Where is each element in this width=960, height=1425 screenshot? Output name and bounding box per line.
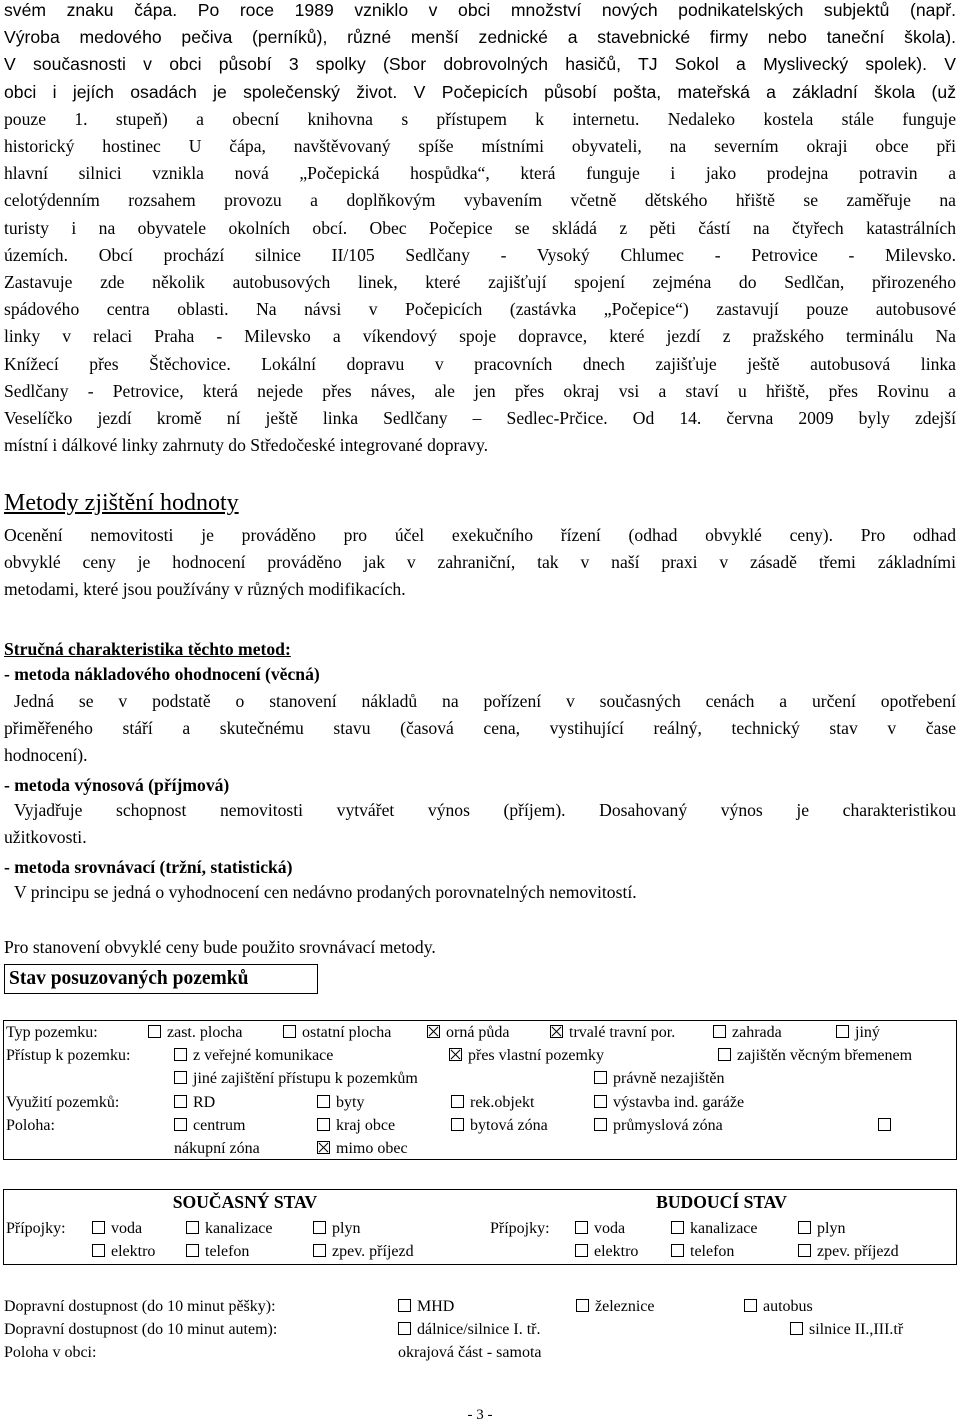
typ-option[interactable]: zast. plocha [148,1023,243,1043]
pristup-option[interactable]: jiné zajištění přístupu k pozemkům [174,1069,418,1089]
method-3-text [14,879,956,906]
pristup-option[interactable]: zajištěn věcným břemenem [718,1046,912,1066]
checkbox-icon[interactable] [798,1244,811,1257]
poloha-extra-checkbox[interactable] [878,1116,897,1136]
car-option[interactable]: silnice II.,III.tř [790,1320,903,1340]
future-option[interactable]: zpev. příjezd [798,1242,899,1262]
checkbox-icon[interactable] [790,1322,803,1335]
typ-option[interactable]: zahrada [713,1023,782,1043]
checkbox-icon[interactable] [594,1095,607,1108]
checked-checkbox-icon[interactable] [427,1025,440,1038]
future-option[interactable]: voda [575,1219,625,1239]
checkbox-icon[interactable] [398,1299,411,1312]
methods-heading: Metody zjištění hodnoty [4,490,239,516]
method-3-line: V principu se jedná o vyhodnocení cen nedávno prodaných porovnatelných nemovitostí. [14,882,637,902]
future-option[interactable]: telefon [671,1242,734,1262]
method-2-line: užitkovosti. [4,827,87,847]
intro-line: Sedlčany - Petrovice, která nejede přes náves, ale jen přes okraj vsi a staví u hřiště, přes Rovinu a [4,380,956,401]
intro-line: Zastavuje zde několik autobusových linek, které zajišťují spojení zejména do Sedlčan, přirozeného [4,272,956,293]
checkbox-icon[interactable] [186,1221,199,1234]
intro-line: historický hostinec U čápa, navštěvovaný spíše místními obyvateli, na severním okraji obce při [4,136,956,157]
future-option[interactable]: kanalizace [671,1219,758,1239]
checkbox-icon[interactable] [283,1025,296,1038]
vyuziti-option[interactable]: výstavba ind. garáže [594,1093,744,1113]
intro-line: obci i jejích osadách je společenský život. V Počepicích působí pošta, mateřská a základní škola (už [4,81,956,102]
method-1-line: hodnocení). [4,745,88,766]
pristup-option[interactable]: z veřejné komunikace [174,1046,333,1066]
car-access-label: Dopravní dostupnost (do 10 minut autem): [4,1321,278,1338]
intro-line: celotýdenním rozsahem provozu a doplňkovým vybavením včetně dětského hřiště se zaměřuje na [4,190,956,211]
intro-line: svém znaku čápa. Po roce 1989 vzniklo v obci množství nových podnikatelských subjektů (např. [4,0,956,20]
intro-line: Veselíčko jezdí kromě ní ještě linka Sedlčany – Sedlec-Prčice. Od 14. června 2009 byly zdejší [4,408,956,429]
methods-line: metodami, které jsou používány v různých modifikacích. [4,579,406,600]
page-number: - 3 - [467,1407,493,1423]
checkbox-icon[interactable] [92,1244,105,1257]
intro-line: V současnosti v obci působí 3 spolky (Sbor dobrovolných hasičů, TJ Sokol a Myslivecký spolek). V [4,54,956,75]
checkbox-icon[interactable] [186,1244,199,1257]
method-2-title: - metoda výnosová (příjmová) [4,775,230,795]
poloha-option[interactable]: bytová zóna [451,1116,548,1136]
checkbox-icon[interactable] [174,1071,187,1084]
checkbox-icon[interactable] [718,1048,731,1061]
method-2-text-cont [4,824,956,851]
typ-option[interactable]: ostatní plocha [283,1023,391,1043]
pristup-label: Přístup k pozemku: [6,1047,131,1064]
method-2-line: Vyjadřuje schopnost nemovitosti vytvářet výnos (příjem). Dosahovaný výnos je charakteristikou [14,800,956,820]
typ-option[interactable]: orná půda [427,1023,510,1043]
intro-line: hlavní silnici vznikla nová „Počepická hospůdka“, která funguje i jako prodejna potravin a [4,163,956,184]
checkbox-icon[interactable] [92,1221,105,1234]
checkbox-icon[interactable] [451,1118,464,1131]
poloha-option[interactable]: průmyslová zóna [594,1116,723,1136]
checkbox-icon[interactable] [317,1118,330,1131]
current-option[interactable]: elektro [92,1242,155,1262]
pristup-option[interactable]: přes vlastní pozemky [449,1046,604,1066]
checkbox-icon[interactable] [878,1118,891,1131]
checkbox-icon[interactable] [148,1025,161,1038]
checkbox-icon[interactable] [317,1095,330,1108]
checkbox-icon[interactable] [798,1221,811,1234]
conclusion-paragraph [4,934,956,961]
intro-line: Knížecí přes Štěchovice. Lokální dopravu v pracovních dnech zajišťuje ještě autobusová linka [4,353,956,374]
walk-option[interactable]: železnice [576,1297,655,1317]
poloha-option[interactable]: kraj obce [317,1116,395,1136]
typ-option[interactable]: jiný [836,1023,880,1043]
typ-label: Typ pozemku: [6,1024,98,1041]
walk-option[interactable]: MHD [398,1297,454,1317]
vyuziti-label: Využití pozemků: [6,1094,120,1111]
current-state-title: SOUČASNÝ STAV [172,1192,318,1212]
future-option[interactable]: elektro [575,1242,638,1262]
poloha-option[interactable]: centrum [174,1116,245,1136]
checkbox-icon[interactable] [576,1299,589,1312]
checked-checkbox-icon[interactable] [449,1048,462,1061]
methods-paragraph [4,522,956,604]
checked-checkbox-icon[interactable] [317,1141,330,1154]
intro-line: místní i dálkové linky zahrnuty do Středočeské integrované dopravy. [4,435,489,456]
checkbox-icon[interactable] [174,1095,187,1108]
checkbox-icon[interactable] [671,1244,684,1257]
state-title: Stav posuzovaných pozemků [4,964,318,994]
poloha-label: Poloha: [6,1117,55,1134]
method-2-text [14,797,956,824]
method-1-line: přiměřeného stáří a skutečnému stavu (časová cena, vystihující reálný, technický stav v čase [4,718,956,738]
vyuziti-option[interactable]: rek.objekt [451,1093,534,1113]
future-option[interactable]: plyn [798,1219,845,1239]
current-option[interactable]: zpev. příjezd [313,1242,414,1262]
future-state-title: BUDOUCÍ STAV [656,1192,787,1212]
checkbox-icon[interactable] [575,1221,588,1234]
walk-option[interactable]: autobus [744,1297,813,1317]
pristup-option[interactable]: právně nezajištěn [594,1069,725,1089]
method-1-line: Jedná se v podstatě o stanovení nákladů na pořízení v současných cenách a určení opotřebení [14,691,956,711]
current-label: Přípojky: [6,1220,66,1237]
method-1-text-cont [4,715,956,769]
position-label: Poloha v obci: [4,1344,97,1361]
current-option[interactable]: plyn [313,1219,360,1239]
intro-line: spádového centra oblasti. Na návsi v Počepicích (zastávka „Počepice“) zastavují pouze autobusové [4,299,956,320]
vyuziti-option[interactable]: byty [317,1093,364,1113]
characteristics-heading: Stručná charakteristika těchto metod: [4,639,291,659]
checkbox-icon[interactable] [713,1025,726,1038]
checkbox-icon[interactable] [398,1322,411,1335]
car-option[interactable]: dálnice/silnice I. tř. [398,1320,541,1340]
method-1-text [14,688,956,715]
typ-option[interactable]: trvalé travní por. [550,1023,675,1043]
checkbox-icon[interactable] [744,1299,757,1312]
intro-line: linky v relaci Praha - Milevsko a víkendový spoje dopravce, které jezdí z pražského terminálu Na [4,326,956,347]
method-1-title: - metoda nákladového ohodnocení (věcná) [4,664,320,684]
checkbox-icon[interactable] [671,1221,684,1234]
checkbox-icon[interactable] [836,1025,849,1038]
methods-line: obvyklé ceny je hodnocení prováděno jak v zahraniční, tak v naší praxi v zásadě třemi základními [4,552,956,573]
checkbox-icon[interactable] [594,1118,607,1131]
current-option[interactable]: voda [92,1219,142,1239]
intro-line: turisty i na obyvatele okolních obcí. Obec Počepice se skládá z pěti částí na čtyřech katastrálních [4,217,956,238]
future-label: Přípojky: [490,1220,550,1237]
intro-line: Výroba medového pečiva (perníků), různé menší zednické a stavebnické firmy nebo taneční škola). [4,27,956,48]
checkbox-icon[interactable] [174,1118,187,1131]
vyuziti-option[interactable]: RD [174,1093,215,1113]
intro-line: územích. Obcí prochází silnice II/105 Sedlčany - Vysoký Chlumec - Petrovice - Milevsko. [4,244,956,265]
poloha-option: nákupní zóna [174,1140,260,1157]
intro-paragraph [4,0,956,459]
checkbox-icon[interactable] [313,1244,326,1257]
checkbox-icon[interactable] [313,1221,326,1234]
conclusion-line: Pro stanovení obvyklé ceny bude použito srovnávací metody. [4,937,436,957]
checkbox-icon[interactable] [174,1048,187,1061]
checked-checkbox-icon[interactable] [550,1025,563,1038]
poloha-option[interactable]: mimo obec [317,1139,408,1159]
checkbox-icon[interactable] [594,1071,607,1084]
current-option[interactable]: kanalizace [186,1219,273,1239]
walk-access-label: Dopravní dostupnost (do 10 minut pěšky): [4,1298,276,1315]
methods-line: Ocenění nemovitosti je prováděno pro účel exekučního řízení (odhad obvyklé ceny). Pro odhad [4,525,956,545]
checkbox-icon[interactable] [451,1095,464,1108]
position-value: okrajová část - samota [398,1344,542,1361]
current-option[interactable]: telefon [186,1242,249,1262]
checkbox-icon[interactable] [575,1244,588,1257]
method-3-title: - metoda srovnávací (tržní, statistická) [4,857,293,877]
intro-line: pouze 1. stupeň) a obecní knihovna s přístupem k internetu. Nedaleko kostela stále funguje [4,108,956,129]
